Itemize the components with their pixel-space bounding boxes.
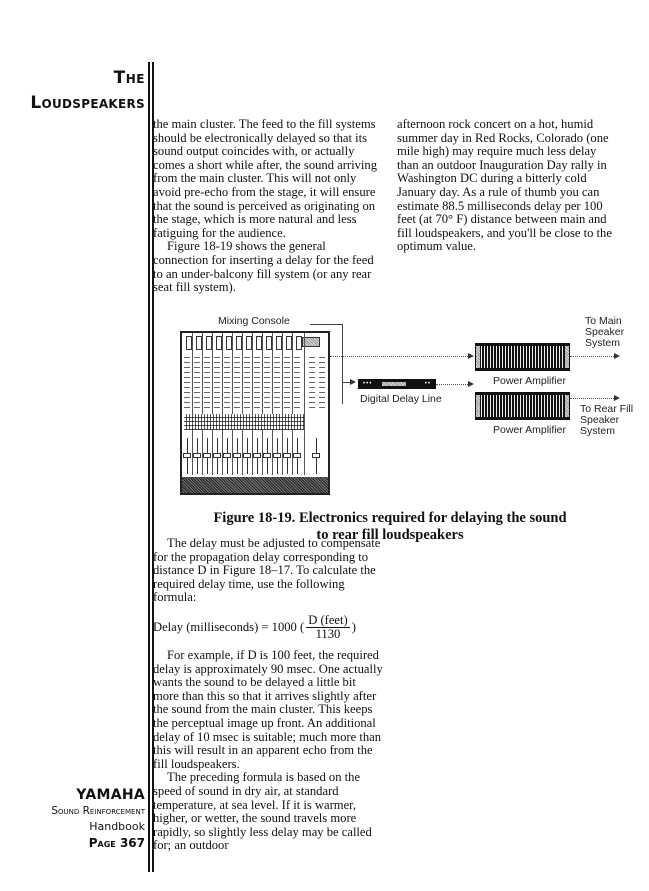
power-amplifier-rear-label: Power Amplifier (493, 424, 566, 436)
section-title-loudspeakers: Loudspeakers (30, 93, 145, 113)
power-amplifier-main-label: Power Amplifier (493, 375, 566, 387)
power-amplifier-main-icon (475, 343, 570, 371)
digital-delay-line-icon: ••• •• (358, 379, 436, 389)
formula-numerator: D (feet) (308, 612, 348, 627)
paragraph: For example, if D is 100 feet, the required delay is approximately 90 msec. One actually wants the sound to be delayed a little bit more than this so that it arrives slightly after the sound from the main cluster. This keeps the perceptual image up front. An additional delay of 10 msec is suitable; much more than this will result in an apparent echo from the fill loudspeakers. (153, 647, 383, 771)
paragraph: the main cluster. The feed to the fill systems should be electronically delayed so that its sound output coincides with, or actually comes a short while after, the sound arriving from the main cluster. This will not only avoid pre-echo from the stage, it will ensure that the sound is perceived as originating on the stage, which is more natural and less fatiguing for the audience. (153, 117, 378, 240)
formula-denominator: 1130 (315, 626, 341, 641)
footer-subtitle: Sound Reinforcement (51, 805, 145, 817)
footer-brand: YAMAHA (76, 787, 145, 803)
digital-delay-line-label: Digital Delay Line (360, 393, 442, 405)
paragraph: The delay must be adjusted to compensate for the propagation delay corresponding to distance D in Figure 18–17. To calculate the required delay time, use the following formula: (153, 536, 381, 605)
formula-fraction (306, 614, 350, 641)
delay-formula (153, 614, 383, 641)
figure-18-19-diagram (170, 310, 634, 490)
margin-rule-left (148, 62, 150, 872)
page-number: Page 367 (88, 836, 145, 850)
caption-line: to rear fill loudspeakers (316, 527, 464, 543)
to-rear-fill-speaker-label: To Rear Fill Speaker System (580, 403, 634, 437)
mixing-console-icon (180, 331, 330, 495)
footer-handbook: Handbook (89, 820, 145, 833)
power-amplifier-rear-icon (475, 392, 570, 420)
paragraph: Figure 18-19 shows the general connection for inserting a delay for the feed to an under-balcony fill system (or any rear seat fill system). (153, 239, 374, 295)
section-title-the: The (113, 68, 145, 88)
paragraph: The preceding formula is based on the speed of sound in dry air, at standard temperature, at sea level. If it is warmer, higher, or wetter, the sound travels more rapidly, so slightly less delay may be called for; an outdoor (153, 770, 372, 853)
text-column-left-top (153, 118, 381, 295)
paragraph: afternoon rock concert on a hot, humid summer day in Red Rocks, Colorado (one mile high) may require much less delay than an outdoor Inauguration Day rally in Washington DC during a bitterly cold January day. As a rule of thumb you can estimate 88.5 milliseconds delay per 100 feet (at 70° F) distance between main and fill loudspeakers, and you'll be close to the optimum value. (397, 117, 612, 254)
mixing-console-label: Mixing Console (218, 315, 290, 327)
formula-left: Delay (milliseconds) = 1000 ( (153, 619, 305, 634)
text-column-lower (153, 537, 383, 853)
text-column-right-top (397, 118, 619, 254)
caption-line: Figure 18-19. Electronics required for delaying the sound (213, 510, 567, 526)
formula-right: ) (351, 619, 356, 634)
to-main-speaker-label: To Main Speaker System (585, 315, 625, 349)
